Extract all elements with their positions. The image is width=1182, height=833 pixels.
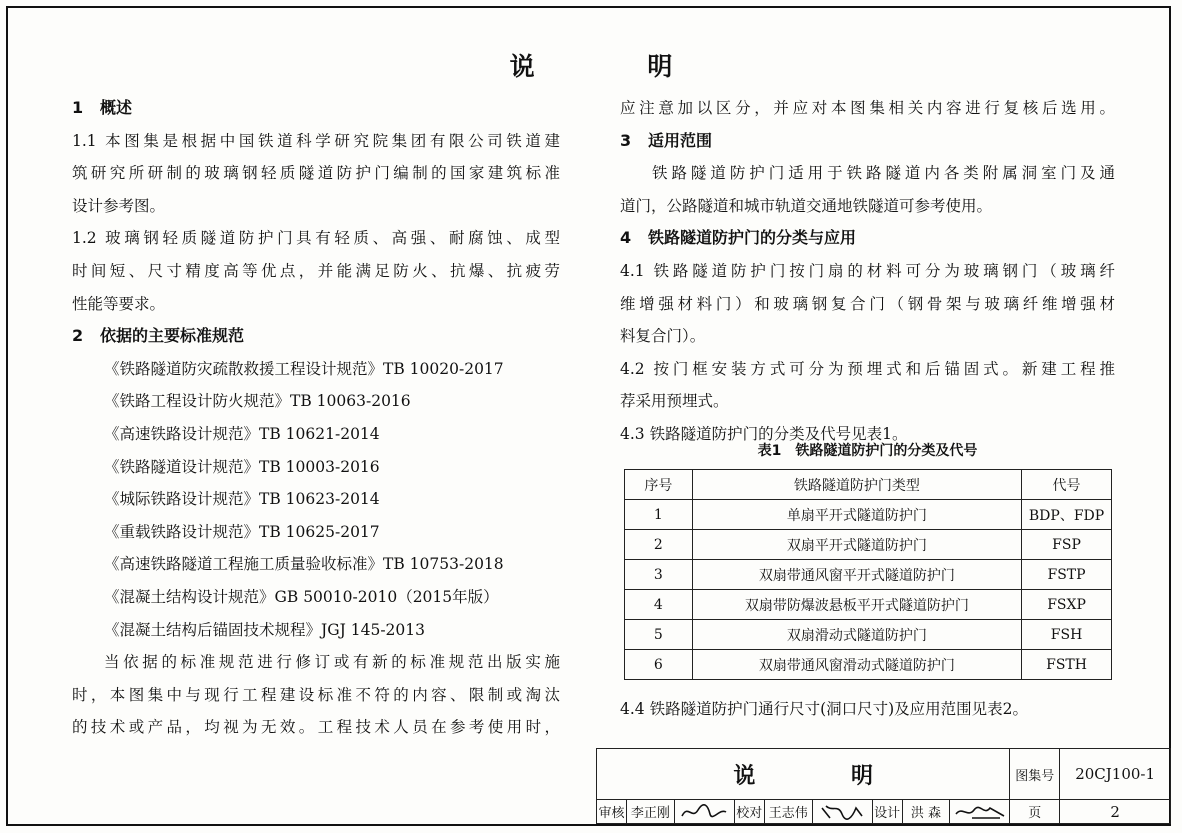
table-row	[625, 620, 1112, 650]
paragraph-line: 4.2 按门框安装方式可分为预埋式和后锚固式。新建工程推	[620, 359, 1115, 378]
table-cell: 4	[625, 590, 693, 620]
section-title: 依据的主要标准规范	[100, 326, 245, 346]
table-header-row	[625, 470, 1112, 500]
table-cell: 双扇带防爆波悬板平开式隧道防护门	[692, 590, 1021, 620]
header-cell: 代号	[1022, 470, 1112, 500]
reviewer-signature	[674, 800, 734, 824]
reviewer-name: 李正刚	[626, 800, 674, 824]
table-row	[625, 500, 1112, 530]
table-cell: 1	[625, 500, 693, 530]
paragraph-line: 的技术或产品，均视为无效。工程技术人员在参考使用时，	[72, 718, 560, 737]
section-title: 适用范围	[648, 130, 713, 150]
standard-item: 《铁路隧道防灾疏散救援工程设计规范》TB 10020-2017	[104, 359, 504, 378]
table-row	[625, 530, 1112, 560]
table-cell: 双扇平开式隧道防护门	[692, 530, 1021, 560]
header-cell: 序号	[625, 470, 693, 500]
paragraph-line: 荐采用预埋式。	[620, 392, 729, 411]
header-cell: 铁路隧道防护门类型	[692, 470, 1021, 500]
section-number: 4	[620, 228, 632, 248]
table-cell: FSH	[1022, 620, 1112, 650]
paragraph-line: 1.2 玻璃钢轻质隧道防护门具有轻质、高强、耐腐蚀、成型	[72, 229, 560, 248]
section-number: 2	[72, 326, 84, 346]
paragraph-line: 1.1 本图集是根据中国铁道科学研究院集团有限公司铁道建	[72, 131, 560, 150]
table-cell: BDP、FDP	[1022, 500, 1112, 530]
standard-item: 《城际铁路设计规范》TB 10623-2014	[104, 490, 380, 509]
paragraph-line: 时，本图集中与现行工程建设标准不符的内容、限制或淘汰	[72, 685, 560, 704]
standard-item: 《高速铁路设计规范》TB 10621-2014	[104, 424, 380, 443]
table-cell: 双扇带通风窗滑动式隧道防护门	[692, 650, 1021, 680]
table-cell: FSXP	[1022, 590, 1112, 620]
paragraph-line: 4.4 铁路隧道防护门通行尺寸(洞口尺寸)及应用范围见表2。	[620, 700, 1029, 718]
page-number: 2	[1060, 800, 1171, 824]
table-cell: 单扇平开式隧道防护门	[692, 500, 1021, 530]
section-1-heading	[72, 92, 560, 125]
table-cell: FSTH	[1022, 650, 1112, 680]
standard-item: 《混凝土结构后锚固技术规程》JGJ 145-2013	[104, 620, 426, 639]
page-label: 页	[1010, 800, 1060, 824]
table-row	[625, 560, 1112, 590]
section-2-heading	[72, 320, 560, 353]
table-cell: FSP	[1022, 530, 1112, 560]
table-cell: 双扇滑动式隧道防护门	[692, 620, 1021, 650]
standard-item: 《铁路隧道设计规范》TB 10003-2016	[104, 457, 380, 476]
review-label: 审核	[597, 800, 627, 824]
paragraph-line: 料复合门）。	[620, 327, 706, 346]
paragraph-line: 时间短、尺寸精度高等优点，并能满足防火、抗爆、抗疲劳	[72, 261, 560, 280]
left-column	[72, 92, 560, 744]
designer-name: 洪 森	[902, 800, 950, 824]
classification-table	[624, 469, 1112, 680]
table-row	[625, 650, 1112, 680]
checker-name: 王志伟	[764, 800, 812, 824]
table-row	[625, 590, 1112, 620]
design-label: 设计	[872, 800, 902, 824]
table-cell: 5	[625, 620, 693, 650]
table-caption: 表1 铁路隧道防护门的分类及代号	[757, 443, 978, 459]
page-title: 说 明	[509, 52, 725, 81]
section-title: 铁路隧道防护门的分类与应用	[648, 228, 857, 248]
paragraph-line: 铁路隧道防护门适用于铁路隧道内各类附属洞室门及通	[652, 164, 1115, 183]
check-label: 校对	[734, 800, 764, 824]
paragraph-line: 性能等要求。	[72, 294, 166, 313]
section-title: 概述	[100, 98, 133, 117]
table-cell: 3	[625, 560, 693, 590]
standard-item: 《混凝土结构设计规范》GB 50010-2010（2015年版）	[104, 587, 499, 606]
designer-signature	[950, 800, 1010, 824]
table-cell: FSTP	[1022, 560, 1112, 590]
paragraph-line: 筑研究所研制的玻璃钢轻质隧道防护门编制的国家建筑标准	[72, 164, 560, 183]
section-3-heading	[620, 125, 1115, 158]
section-number: 3	[620, 130, 632, 150]
standard-item: 《铁路工程设计防火规范》TB 10063-2016	[104, 392, 411, 411]
title-block-title: 说 明	[597, 749, 1010, 800]
paragraph-line: 4.1 铁路隧道防护门按门扇的材料可分为玻璃钢门（玻璃纤	[620, 261, 1115, 280]
atlas-number-label: 图集号	[1010, 749, 1060, 800]
paragraph-line: 道门，公路隧道和城市轨道交通地铁隧道可参考使用。	[620, 196, 993, 215]
checker-signature	[812, 800, 872, 824]
paragraph-line: 4.3 铁路隧道防护门的分类及代号见表1。	[620, 424, 908, 443]
table-cell: 双扇带通风窗平开式隧道防护门	[692, 560, 1021, 590]
standard-item: 《重载铁路设计规范》TB 10625-2017	[104, 522, 380, 541]
paragraph-line: 当依据的标准规范进行修订或有新的标准规范出版实施	[104, 653, 560, 672]
right-column	[620, 92, 1115, 451]
paragraph-line: 应注意加以区分，并应对本图集相关内容进行复核后选用。	[620, 99, 1115, 117]
standard-item: 《高速铁路隧道工程施工质量验收标准》TB 10753-2018	[104, 555, 504, 574]
table-cell: 6	[625, 650, 693, 680]
paragraph-line: 维增强材料门）和玻璃钢复合门（钢骨架与玻璃纤维增强材	[620, 294, 1115, 313]
section-number: 1	[72, 98, 84, 117]
table-cell: 2	[625, 530, 693, 560]
paragraph-line: 设计参考图。	[72, 196, 166, 215]
atlas-number: 20CJ100-1	[1060, 749, 1171, 800]
title-block	[596, 748, 1171, 824]
section-4-heading	[620, 222, 1115, 255]
